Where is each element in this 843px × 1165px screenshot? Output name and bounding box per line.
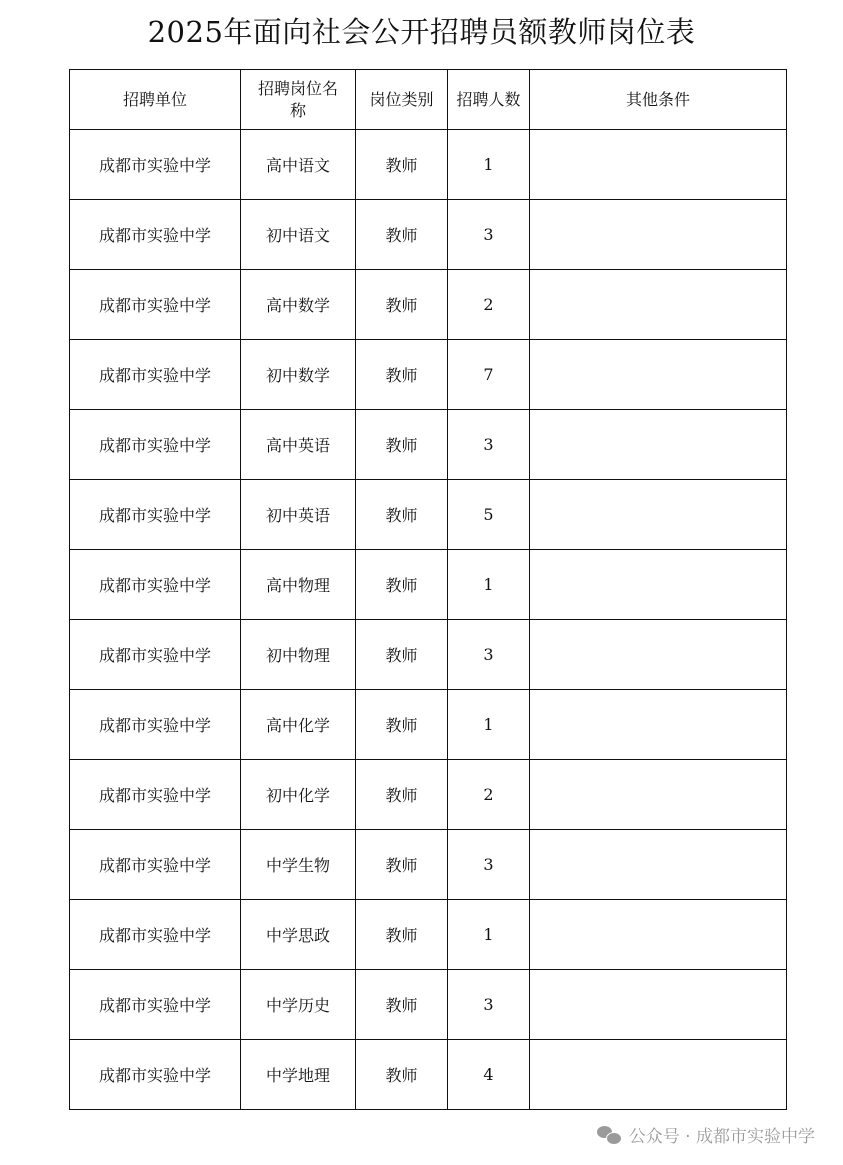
header-unit: 招聘单位: [70, 70, 241, 130]
cell-category: 教师: [356, 900, 448, 970]
cell-position: 初中语文: [241, 200, 356, 270]
cell-category: 教师: [356, 270, 448, 340]
cell-count: 5: [448, 480, 530, 550]
cell-category: 教师: [356, 130, 448, 200]
cell-count: 1: [448, 900, 530, 970]
cell-count: 2: [448, 270, 530, 340]
cell-position: 高中物理: [241, 550, 356, 620]
recruitment-table: [69, 69, 787, 1110]
cell-position: 中学历史: [241, 970, 356, 1040]
table-row: [70, 480, 787, 550]
table-row: [70, 1040, 787, 1110]
cell-count: 1: [448, 130, 530, 200]
table-row: [70, 550, 787, 620]
cell-category: 教师: [356, 340, 448, 410]
cell-count: 3: [448, 970, 530, 1040]
cell-category: 教师: [356, 1040, 448, 1110]
cell-unit: 成都市实验中学: [70, 830, 241, 900]
cell-count: 3: [448, 200, 530, 270]
page-title: 2025年面向社会公开招聘员额教师岗位表: [147, 15, 696, 49]
cell-position: 高中英语: [241, 410, 356, 480]
cell-count: 3: [448, 410, 530, 480]
table-row: [70, 760, 787, 830]
cell-count: 3: [448, 620, 530, 690]
cell-position: 初中化学: [241, 760, 356, 830]
cell-other: [530, 550, 787, 620]
cell-other: [530, 900, 787, 970]
cell-unit: 成都市实验中学: [70, 690, 241, 760]
cell-unit: 成都市实验中学: [70, 130, 241, 200]
cell-category: 教师: [356, 410, 448, 480]
table-row: [70, 620, 787, 690]
cell-unit: 成都市实验中学: [70, 270, 241, 340]
header-category: 岗位类别: [356, 70, 448, 130]
cell-position: 中学生物: [241, 830, 356, 900]
cell-position: 初中物理: [241, 620, 356, 690]
cell-count: 7: [448, 340, 530, 410]
cell-count: 1: [448, 690, 530, 760]
cell-other: [530, 130, 787, 200]
cell-unit: 成都市实验中学: [70, 900, 241, 970]
cell-position: 高中数学: [241, 270, 356, 340]
header-other: 其他条件: [530, 70, 787, 130]
table-row: [70, 830, 787, 900]
cell-other: [530, 480, 787, 550]
table-row: [70, 970, 787, 1040]
cell-position: 中学思政: [241, 900, 356, 970]
cell-count: 4: [448, 1040, 530, 1110]
cell-other: [530, 690, 787, 760]
cell-other: [530, 620, 787, 690]
cell-category: 教师: [356, 550, 448, 620]
cell-unit: 成都市实验中学: [70, 1040, 241, 1110]
cell-position: 初中英语: [241, 480, 356, 550]
wechat-icon: [597, 1125, 621, 1145]
wechat-watermark: [597, 1122, 815, 1147]
table-row: [70, 270, 787, 340]
header-position: 招聘岗位名称: [241, 70, 356, 130]
table-row: [70, 200, 787, 270]
cell-other: [530, 340, 787, 410]
cell-unit: 成都市实验中学: [70, 760, 241, 830]
cell-unit: 成都市实验中学: [70, 480, 241, 550]
cell-position: 高中化学: [241, 690, 356, 760]
cell-category: 教师: [356, 690, 448, 760]
cell-unit: 成都市实验中学: [70, 340, 241, 410]
cell-other: [530, 200, 787, 270]
cell-category: 教师: [356, 200, 448, 270]
table-row: [70, 900, 787, 970]
table-row: [70, 340, 787, 410]
header-count: 招聘人数: [448, 70, 530, 130]
cell-other: [530, 1040, 787, 1110]
cell-unit: 成都市实验中学: [70, 410, 241, 480]
cell-category: 教师: [356, 970, 448, 1040]
cell-unit: 成都市实验中学: [70, 620, 241, 690]
cell-category: 教师: [356, 480, 448, 550]
cell-position: 中学地理: [241, 1040, 356, 1110]
cell-count: 2: [448, 760, 530, 830]
cell-category: 教师: [356, 760, 448, 830]
cell-other: [530, 970, 787, 1040]
cell-position: 初中数学: [241, 340, 356, 410]
cell-count: 3: [448, 830, 530, 900]
cell-count: 1: [448, 550, 530, 620]
cell-category: 教师: [356, 830, 448, 900]
cell-other: [530, 830, 787, 900]
table-header-row: [70, 70, 787, 130]
cell-position: 高中语文: [241, 130, 356, 200]
table-row: [70, 690, 787, 760]
table-row: [70, 410, 787, 480]
cell-unit: 成都市实验中学: [70, 200, 241, 270]
cell-other: [530, 270, 787, 340]
watermark-text: 公众号 · 成都市实验中学: [628, 1127, 815, 1147]
cell-unit: 成都市实验中学: [70, 970, 241, 1040]
table-row: [70, 130, 787, 200]
cell-category: 教师: [356, 620, 448, 690]
cell-other: [530, 760, 787, 830]
cell-other: [530, 410, 787, 480]
cell-unit: 成都市实验中学: [70, 550, 241, 620]
